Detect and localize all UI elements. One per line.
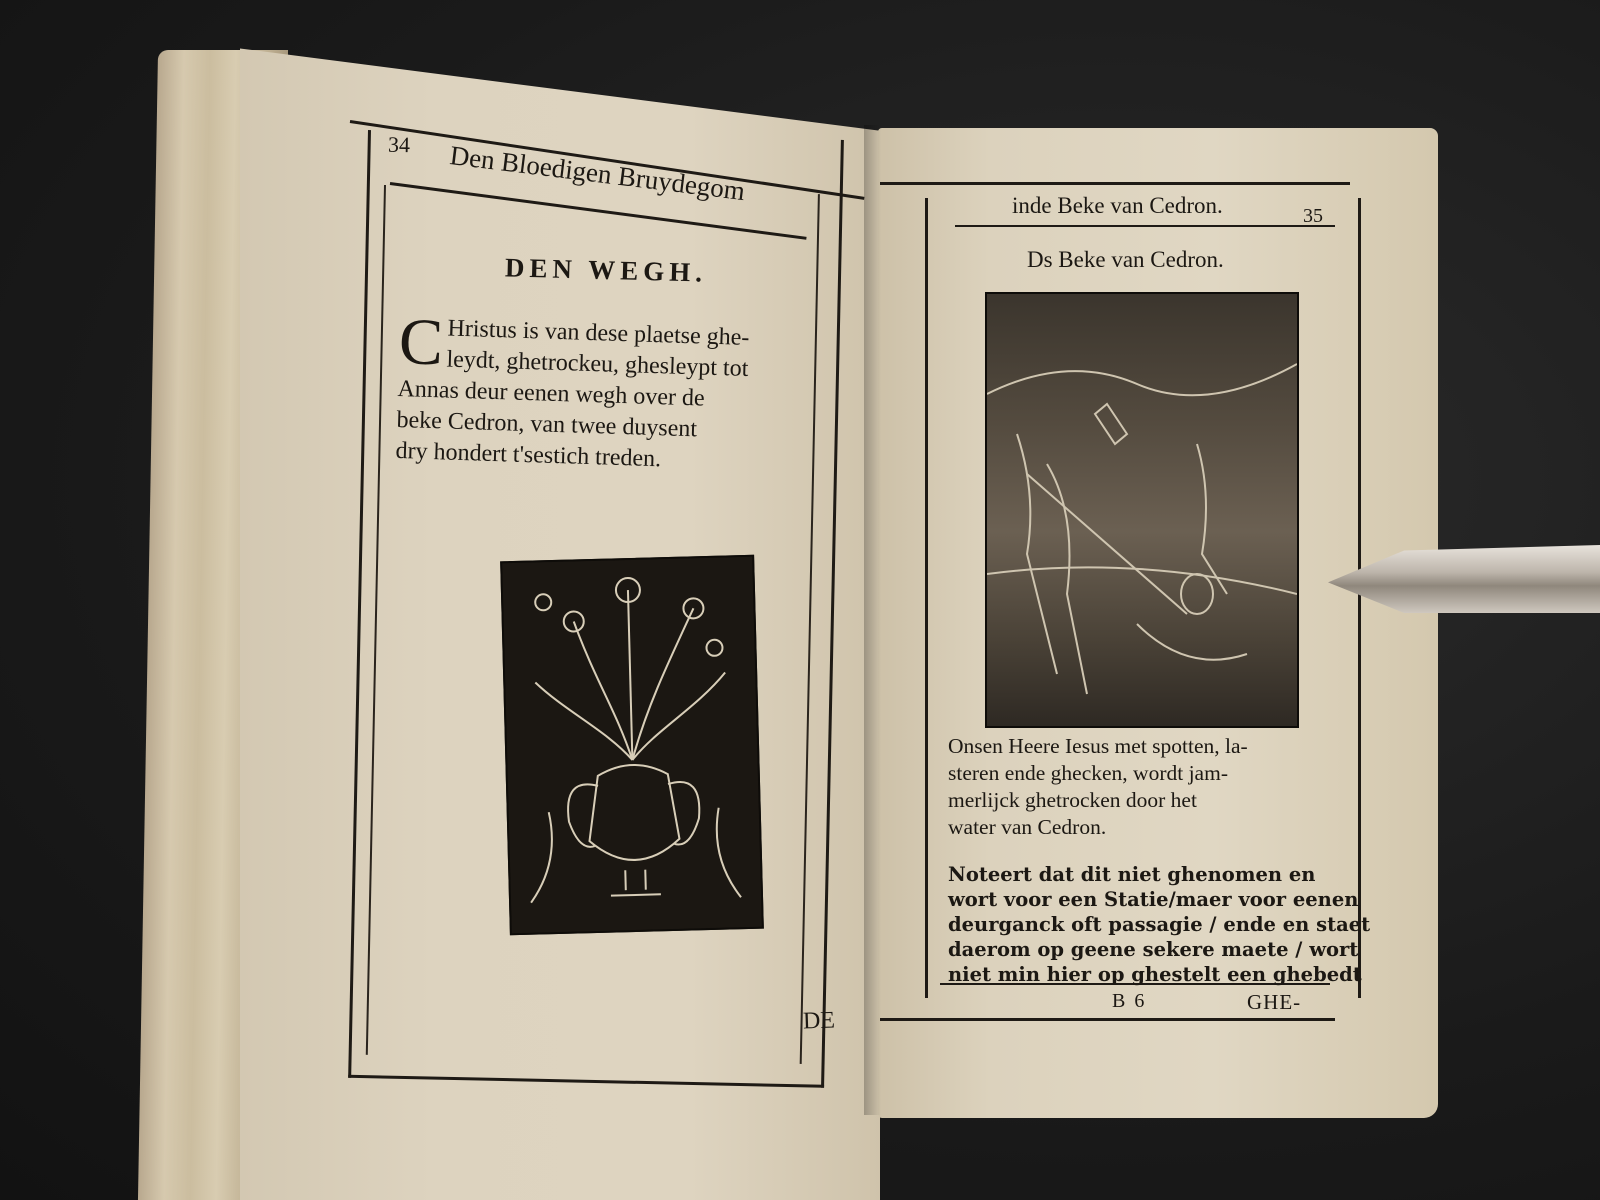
caption-line: steren ende ghecken, wordt jam- (948, 761, 1228, 785)
left-catchword: DE (802, 1007, 836, 1035)
right-page-number: 35 (1303, 205, 1323, 227)
right-section-title: Ds Beke van Cedron. (1027, 247, 1224, 272)
caption-line: water van Cedron. (948, 815, 1107, 839)
body-line: Hristus is van dese plaetse ghe- (447, 315, 750, 351)
right-catchword: GHE- (1247, 990, 1302, 1014)
blackletter-note (948, 862, 1371, 987)
vase-woodcut (500, 555, 764, 936)
signature-mark: B 6 (1112, 990, 1147, 1012)
book-gutter (864, 125, 888, 1115)
note-line: niet min hier op ghestelt een ghebedt (948, 963, 1362, 986)
note-line: Noteert dat dit niet ghenomen en (948, 863, 1316, 886)
illustration-caption (948, 733, 1328, 841)
left-page-number: 34 (387, 131, 411, 158)
left-running-head: Den Bloedigen Bruydegom (448, 140, 747, 207)
note-line: daerom op geene sekere maete / wort (948, 938, 1359, 961)
note-line: deurganck oft passagie / ende en staet (948, 913, 1371, 936)
right-footer-rule (880, 1018, 1335, 1021)
caption-line: merlijck ghetrocken door het (948, 788, 1197, 812)
caption-line: Onsen Heere Iesus met spotten, la- (948, 734, 1248, 758)
dropcap: C (397, 305, 445, 380)
engraving-illustration (985, 292, 1299, 728)
body-line: beke Cedron, van twee duysent (396, 406, 698, 443)
body-line: dry hondert t'sestich treden. (395, 437, 662, 473)
right-header-rule (880, 182, 1350, 185)
left-section-title: DEN WEGH. (504, 252, 708, 288)
body-line: leydt, ghetrockeu, ghesleypt tot (446, 346, 749, 382)
left-body-text (395, 305, 820, 480)
note-line: wort voor een Statie/maer voor eenen (948, 888, 1359, 911)
right-running-head: inde Beke van Cedron. (1012, 193, 1223, 218)
body-line: Annas deur eenen wegh over de (397, 375, 706, 412)
